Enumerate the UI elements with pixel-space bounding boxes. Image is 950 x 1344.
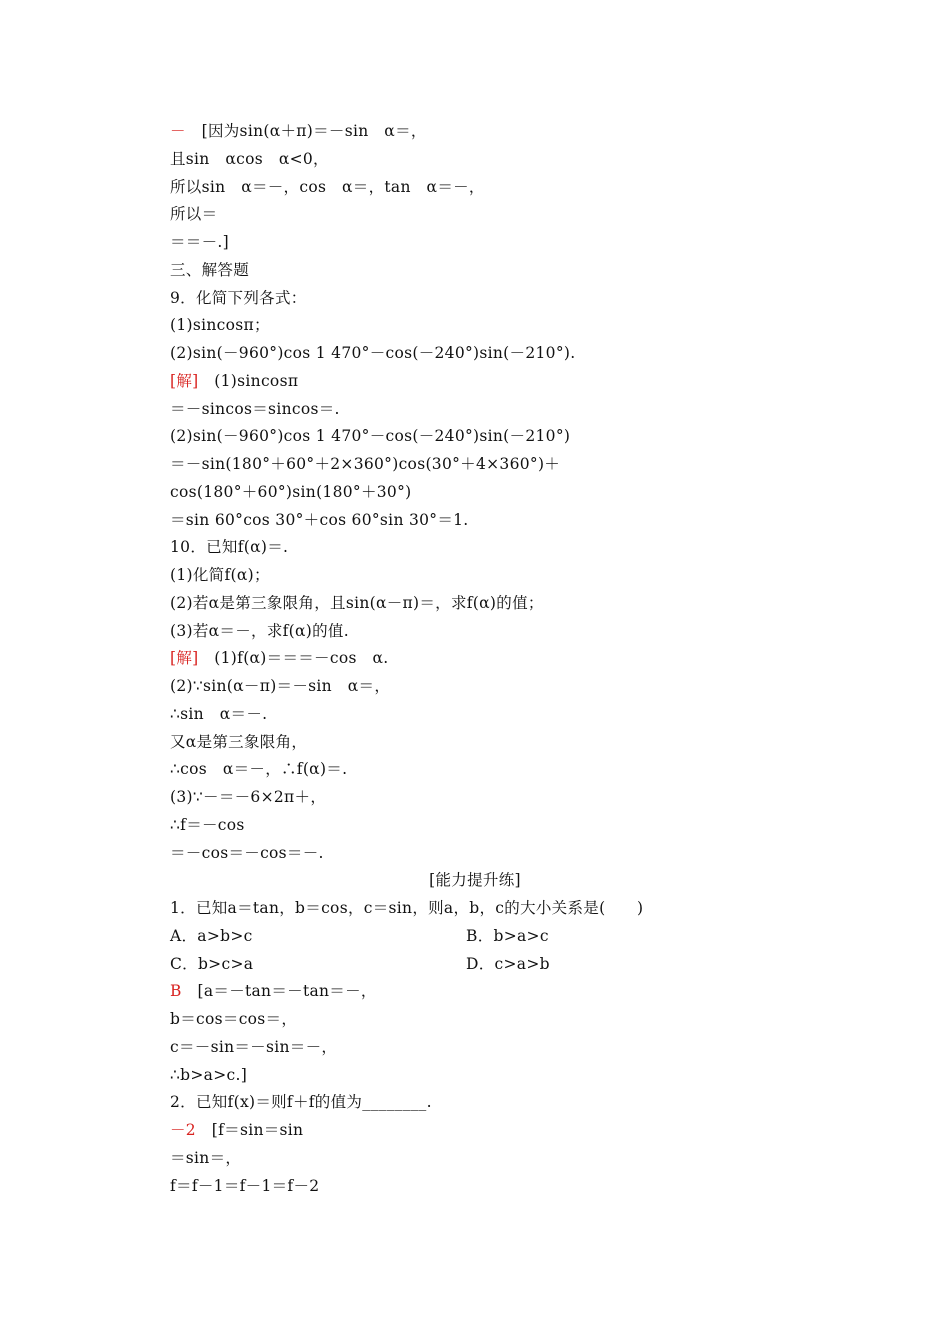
text-line xyxy=(170,146,329,172)
text-line xyxy=(170,618,349,644)
text-line xyxy=(170,895,643,921)
line-text: f＝f－1＝f－1＝f－2 xyxy=(170,1176,320,1195)
text-line xyxy=(170,590,544,616)
text-line xyxy=(170,840,324,866)
line-text: ＝sin 60°cos 30°＋cos 60°sin 30°＝1. xyxy=(170,510,469,529)
line-text: 2．已知f(x)＝则f＋f的值为________. xyxy=(170,1093,432,1112)
text-line xyxy=(170,229,229,255)
text-line xyxy=(170,285,307,311)
text-line xyxy=(170,451,560,477)
text-line xyxy=(170,923,549,949)
line-text: cos(180°＋60°)sin(180°＋30°) xyxy=(170,482,412,501)
text-line xyxy=(170,479,411,505)
line-text: 又α是第三象限角， xyxy=(170,732,308,751)
text-line xyxy=(170,1117,303,1143)
line-text: ＝－sincos＝sincos＝. xyxy=(170,399,340,418)
line-text: A．a>b>c xyxy=(170,926,253,945)
line-text: ＝＝－.] xyxy=(170,233,229,251)
text-line xyxy=(170,423,570,449)
line-text: ＝－sin(180°＋60°＋2×360°)cos(30°＋4×360°)＋ xyxy=(170,455,561,473)
text-line xyxy=(170,645,389,671)
text-line xyxy=(170,562,270,588)
text-line xyxy=(170,729,307,755)
text-line xyxy=(170,673,390,699)
line-text: ∴cos α＝－，∴f(α)＝. xyxy=(170,760,348,779)
option-text: D．c>a>b xyxy=(466,954,550,973)
text-line xyxy=(170,257,249,283)
line-text: (1)f(α)＝＝＝－cos α. xyxy=(198,649,389,668)
line-text: (2)sin(－960°)cos 1 470°－cos(－240°)sin(－210°) xyxy=(170,427,571,446)
line-text: ∴sin α＝－. xyxy=(170,704,268,723)
line-text: (1)sincosπ； xyxy=(170,316,270,335)
text-line xyxy=(170,1089,432,1115)
text-line xyxy=(170,784,326,810)
text-line xyxy=(170,951,550,977)
line-text: [a＝－tan＝－tan＝－， xyxy=(181,982,377,1001)
text-line xyxy=(170,1034,337,1060)
line-text: [因为sin(α＋π)＝－sin α＝， xyxy=(185,122,427,140)
line-text: 10．已知f(α)＝. xyxy=(170,538,289,557)
text-line xyxy=(170,756,347,782)
text-line xyxy=(170,701,267,727)
text-line xyxy=(170,312,270,338)
line-text: (3)若α＝－，求f(α)的值. xyxy=(170,621,349,640)
text-line xyxy=(170,1145,241,1171)
text-line xyxy=(170,201,217,227)
text-line xyxy=(170,812,245,838)
answer-marker: B xyxy=(170,982,182,1001)
line-text: (1)sincosπ xyxy=(198,371,299,390)
text-line xyxy=(170,174,485,200)
line-text: ∴f＝－cos xyxy=(170,815,245,834)
answer-marker: －2 xyxy=(170,1121,196,1139)
section-heading xyxy=(0,867,950,893)
answer-marker: [解] xyxy=(170,649,199,668)
text-line xyxy=(170,368,298,394)
line-text: C．b>c>a xyxy=(170,954,254,973)
text-line xyxy=(170,118,427,144)
line-text: c＝－sin＝－sin＝－， xyxy=(170,1037,338,1056)
line-text: (3)∵－＝－6×2π＋， xyxy=(170,788,327,806)
line-text: 所以sin α＝－，cos α＝，tan α＝－， xyxy=(170,177,485,196)
text-line xyxy=(170,396,340,422)
line-text: 三、解答题 xyxy=(170,260,250,279)
line-text: 且sin αcos α<0， xyxy=(170,149,329,168)
line-text: (2)sin(－960°)cos 1 470°－cos(－240°)sin(－210°). xyxy=(170,344,576,362)
line-text: ＝sin＝， xyxy=(170,1148,242,1167)
text-line xyxy=(170,978,377,1004)
line-text: 1．已知a＝tan，b＝cos，c＝sin，则a，b，c的大小关系是( ) xyxy=(170,899,644,917)
answer-marker: － xyxy=(170,122,186,140)
answer-marker: [解] xyxy=(170,371,199,390)
line-text: b＝cos＝cos＝， xyxy=(170,1010,298,1028)
text-line xyxy=(170,1173,319,1199)
option-text: B．b>a>c xyxy=(466,926,549,945)
line-text: 9．化简下列各式： xyxy=(170,288,307,307)
line-text: (2)∵sin(α－π)＝－sin α＝， xyxy=(170,677,391,695)
line-text: ＝－cos＝－cos＝－. xyxy=(170,843,324,862)
line-text: [f＝sin＝sin xyxy=(195,1121,304,1139)
line-text: (2)若α是第三象限角，且sin(α－π)＝，求f(α)的值； xyxy=(170,593,544,612)
text-line xyxy=(170,1062,247,1088)
text-line xyxy=(170,340,575,366)
text-line xyxy=(170,1006,297,1032)
text-line xyxy=(170,534,288,560)
text-line xyxy=(170,507,469,533)
line-text: ∴b>a>c.] xyxy=(170,1065,248,1084)
line-text: (1)化简f(α)； xyxy=(170,566,270,584)
line-text: [能力提升练] xyxy=(429,871,521,890)
line-text: 所以＝ xyxy=(170,205,218,224)
